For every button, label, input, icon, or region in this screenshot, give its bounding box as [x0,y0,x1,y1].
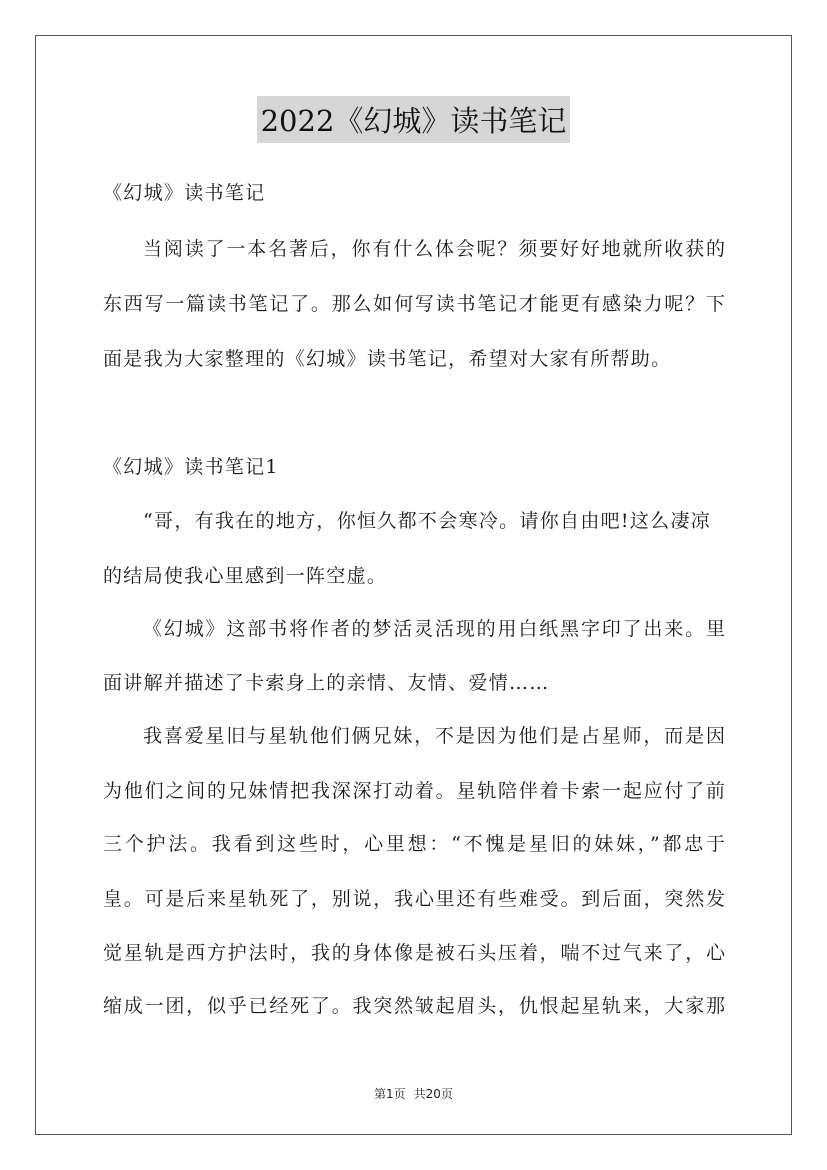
paragraph-line: 缩成一团，似乎已经死了。我突然皱起眉头，仇恨起星轨来，大家那 [103,995,725,1017]
page-footer [0,1085,827,1102]
paragraph-line: “哥，有我在的地方，你恒久都不会寒冷。请你自由吧!这么凄凉 [143,510,712,532]
paragraph-line: 面是我为大家整理的《幻城》读书笔记，希望对大家有所帮助。 [103,348,672,370]
document-title: 2022《幻城》读书笔记 [257,96,571,143]
page-total: 共20页 [413,1087,453,1101]
section-heading: 《幻城》读书笔记1 [103,456,279,478]
paragraph-line: 三个护法。我看到这些时，心里想：“不愧是星旧的妹妹，”都忠于 [103,833,725,855]
paragraph-line: 当阅读了一本名著后，你有什么体会呢？须要好好地就所收获的 [143,238,725,260]
paragraph-line: 的结局使我心里感到一阵空虚。 [103,565,388,587]
title-container [0,96,827,143]
paragraph-line: 《幻城》这部书将作者的梦活灵活现的用白纸黑字印了出来。里 [143,618,725,640]
page-number: 第1页 [374,1087,406,1101]
paragraph-line: 东西写一篇读书笔记了。那么如何写读书笔记才能更有感染力呢？下 [103,293,725,315]
paragraph-line: 面讲解并描述了卡索身上的亲情、友情、爱情…… [103,672,550,694]
paragraph-line: 我喜爱星旧与星轨他们俩兄妹，不是因为他们是占星师，而是因 [143,725,725,747]
section-heading: 《幻城》读书笔记 [103,182,266,204]
paragraph-line: 为他们之间的兄妹情把我深深打动着。星轨陪伴着卡索一起应付了前 [103,780,725,802]
paragraph-line: 皇。可是后来星轨死了，别说，我心里还有些难受。到后面，突然发 [103,888,725,910]
paragraph-line: 觉星轨是西方护法时，我的身体像是被石头压着，喘不过气来了，心 [103,942,725,964]
